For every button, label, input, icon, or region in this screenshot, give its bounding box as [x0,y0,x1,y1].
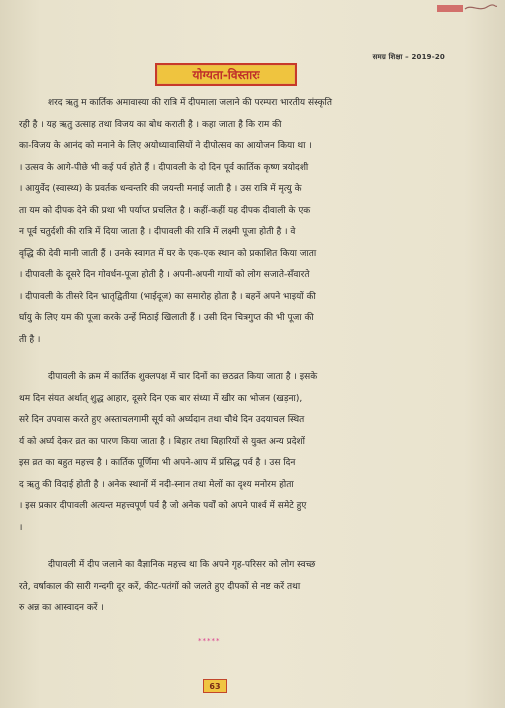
paragraph-2 [0,367,505,539]
paragraph-line: रु अन्न का आस्वादन करें । [19,603,104,613]
paragraph-line: थम दिन संयत अर्थात् शुद्ध आहार, दूसरे दिन एक बार संध्या में खीर का भोजन (खड़ना), [19,393,303,404]
paragraph-line: ती है । [19,334,41,345]
paragraph-line: ता यम को दीपक देने की प्रथा भी पर्याप्त प्रचलित है । कहीं-कहीं यह दीपक दीवाली के एक [19,205,311,216]
paragraph-line: न पूर्व चतुर्दशी की रात्रि में दिया जाता है । दीपावली की रात्रि में लक्ष्मी पूजा होती है । वे [19,227,296,237]
paragraph-line: । उत्सव के आगे-पीछे भी कई पर्व होते हैं । दीपावली के दो दिन पूर्व कार्तिक कृष्ण त्रयोदशी [19,162,309,173]
paragraph-line: का-विजय के आनंद को मनाने के लिए अयोध्यावासियों ने दीपोत्सव का आयोजन किया था । [19,141,312,151]
paragraph-3 [0,555,505,620]
paragraph-line: शरद ऋतु म कार्तिक अमावास्या की रात्रि में दीपमाला जलाने की परम्परा भारतीय संस्कृति [48,98,332,108]
paragraph-gap [0,351,505,367]
section-title: योग्यता-विस्तारः [192,68,260,82]
paragraph-line: र्य को अर्घ्य देकर व्रत का पारण किया जाता है । बिहार तथा बिहारियों से युक्त अन्य प्रदेशों [19,436,305,447]
paragraph-1 [0,93,505,351]
paragraph-gap [0,539,505,555]
paragraph-line: दीपावली के क्रम में कार्तिक शुक्लपक्ष में चार दिनों का छठव्रत किया जाता है । इसके [48,372,318,382]
paragraph-line: । दीपावली के दूसरे दिन गोवर्धन-पूजा होती है । अपनी-अपनी गायों को लोग सजाते-सँवारते [19,270,310,280]
corner-stamp-mark [437,2,497,14]
paragraph-line: । आयुर्वेद (स्वास्थ्य) के प्रवर्तक धन्वन्तरि की जयन्ती मनाई जाती है । उस रात्रि में मृत्यु के [19,184,302,194]
section-separator-stars: ***** [198,637,221,645]
paragraph-line: द ऋतु की विदाई होती है । अनेक स्थानों में नदी-स्नान तथा मेलों का दृश्य मनोरम होता [19,479,294,490]
paragraph-line: रही है । यह ऋतु उत्साह तथा विजय का बोध कराती है । कहा जाता है कि राम की [19,119,282,130]
section-title-box [155,63,297,86]
paragraph-line: । [19,522,23,533]
paragraph-line: सरे दिन उपवास करते हुए अस्ताचलगामी सूर्य को अर्घ्यदान तथा चौथे दिन उदयाचल स्थित [19,415,305,425]
paragraph-line: वृद्धि की देवी मानी जाती हैं । उनके स्वागत में घर के एक-एक स्थान को प्रकाशित किया जाता [19,248,317,259]
paragraph-line: । दीपावली के तीसरे दिन भ्रातृद्वितीया (भाईदूज) का समारोह होता है । बहनें अपने भाइयों की [19,291,316,302]
paragraph-line: दीपावली में दीप जलाने का वैज्ञानिक महत्त्व था कि अपने गृह-परिसर को लोग स्वच्छ [48,560,316,570]
paragraph-line: रते, वर्षाकाल की सारी गन्दगी दूर करें, कीट-पतंगों को जलते हुए दीपकों से नष्ट करें तथा [19,581,301,592]
paragraph-line: इस व्रत का बहुत महत्त्व है । कार्तिक पूर्णिमा भी अपने-आप में प्रसिद्ध पर्व है । उस दिन [19,458,296,468]
page-number: 63 [203,679,227,693]
paragraph-line: र्घायु के लिए यम की पूजा करके उन्हें मिठाई खिलाती हैं । उसी दिन चित्रगुप्त की भी पूजा की [19,313,314,323]
body-text [0,93,505,620]
paragraph-line: । इस प्रकार दीपावली अत्यन्त महत्त्वपूर्ण पर्व है जो अनेक पर्वों को अपने पार्श्व में समेटे हुए [19,501,307,511]
running-header: समग्र शिक्षा – 2019-20 [372,53,445,61]
